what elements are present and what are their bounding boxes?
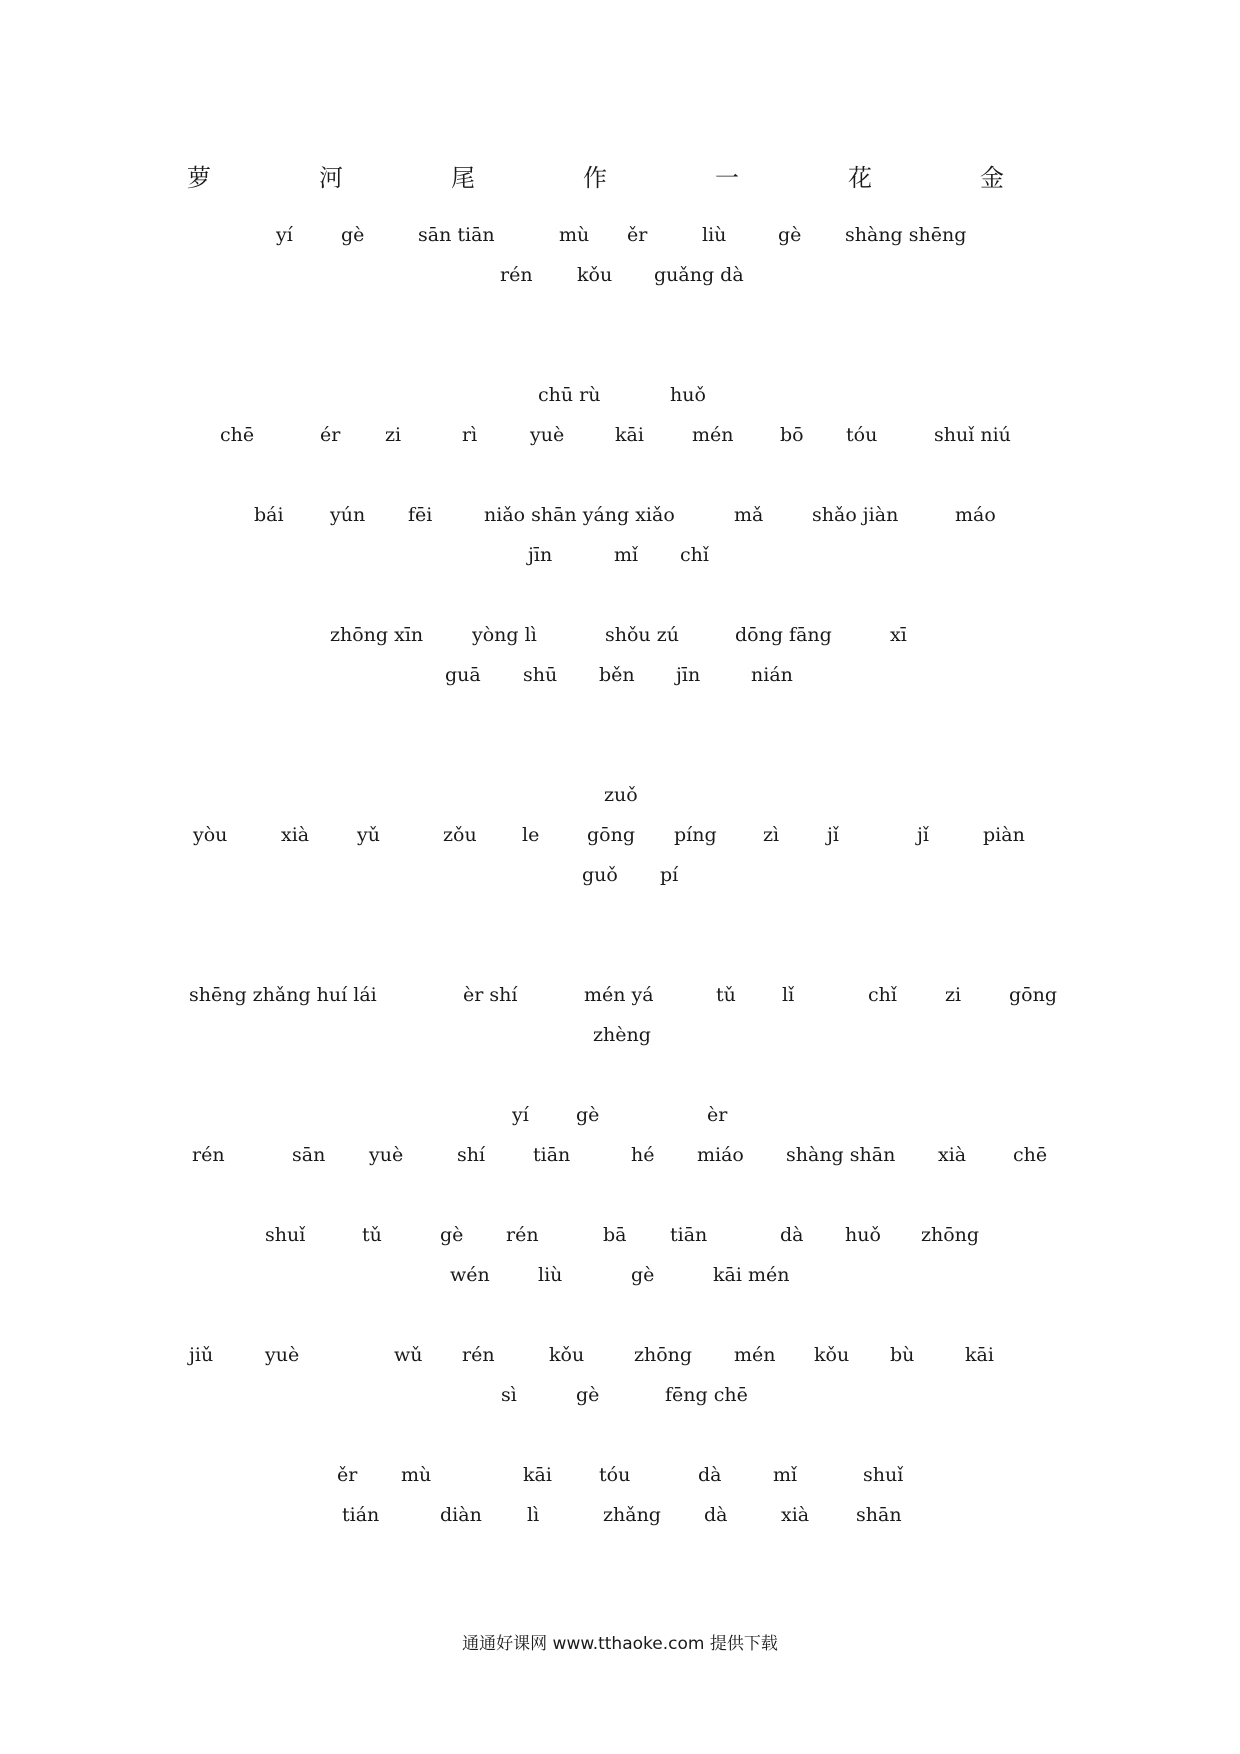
pinyin-word: ěr bbox=[337, 1464, 358, 1486]
pinyin-word: piàn bbox=[983, 824, 1025, 846]
pinyin-word: nián bbox=[751, 664, 793, 686]
pinyin-word: gè bbox=[631, 1264, 655, 1286]
pinyin-word: kǒu bbox=[814, 1344, 850, 1366]
pinyin-word: mù bbox=[401, 1464, 432, 1486]
pinyin-word: huǒ bbox=[845, 1224, 881, 1246]
pinyin-word: máo bbox=[955, 504, 996, 526]
pinyin-word: shàng shēng bbox=[845, 224, 967, 246]
pinyin-word: chē bbox=[1013, 1144, 1048, 1166]
pinyin-word: chǐ bbox=[680, 544, 709, 566]
pinyin-row bbox=[0, 263, 1240, 289]
pinyin-word: tiān bbox=[670, 1224, 708, 1246]
pinyin-word: ěr bbox=[627, 224, 648, 246]
pinyin-word: kāi bbox=[615, 424, 644, 446]
pinyin-word: yuè bbox=[265, 1344, 300, 1366]
pinyin-word: zhōng bbox=[921, 1224, 980, 1246]
pinyin-word: rén bbox=[500, 264, 533, 286]
pinyin-word: gè bbox=[778, 224, 802, 246]
character-title-row bbox=[0, 156, 1240, 196]
pinyin-row bbox=[0, 503, 1240, 529]
pinyin-word: ér bbox=[320, 424, 341, 446]
pinyin-row bbox=[0, 1023, 1240, 1049]
pinyin-word: le bbox=[522, 824, 540, 846]
pinyin-word: rén bbox=[462, 1344, 495, 1366]
footer-credit: 通通好课网 www.tthaoke.com 提供下载 bbox=[462, 1634, 778, 1654]
pinyin-word: sān bbox=[292, 1144, 326, 1166]
pinyin-word: gōng bbox=[1009, 984, 1058, 1006]
pinyin-word: mǎ bbox=[734, 504, 764, 526]
pinyin-word: tiān bbox=[533, 1144, 571, 1166]
pinyin-word: dà bbox=[698, 1464, 722, 1486]
pinyin-row bbox=[0, 1343, 1240, 1369]
pinyin-word: zhèng bbox=[593, 1024, 651, 1046]
pinyin-word: tǔ bbox=[716, 984, 736, 1006]
pinyin-word: mǐ bbox=[614, 544, 639, 566]
pinyin-word: zuǒ bbox=[604, 784, 638, 806]
title-char: 尾 bbox=[451, 164, 475, 192]
pinyin-word: chū rù bbox=[538, 384, 601, 406]
pinyin-word: kāi bbox=[965, 1344, 994, 1366]
pinyin-word: liù bbox=[538, 1264, 563, 1286]
pinyin-word: rén bbox=[506, 1224, 539, 1246]
pinyin-word: mén yá bbox=[584, 984, 654, 1006]
pinyin-word: zhōng xīn bbox=[330, 624, 424, 646]
pinyin-word: rì bbox=[462, 424, 478, 446]
pinyin-word: guǒ bbox=[582, 864, 618, 886]
pinyin-word: yí bbox=[512, 1104, 529, 1126]
pinyin-word: shí bbox=[457, 1144, 486, 1166]
pinyin-word: wǔ bbox=[394, 1344, 423, 1366]
pinyin-row bbox=[0, 423, 1240, 449]
pinyin-word: shǒu zú bbox=[605, 624, 679, 646]
pinyin-word: gè bbox=[576, 1384, 600, 1406]
pinyin-word: guā bbox=[445, 664, 481, 686]
pinyin-row bbox=[0, 1143, 1240, 1169]
pinyin-word: bù bbox=[890, 1344, 915, 1366]
pinyin-word: xià bbox=[781, 1504, 810, 1526]
pinyin-word: liù bbox=[702, 224, 727, 246]
pinyin-word: běn bbox=[599, 664, 635, 686]
pinyin-word: zi bbox=[385, 424, 402, 446]
pinyin-word: diàn bbox=[440, 1504, 482, 1526]
pinyin-word: sì bbox=[501, 1384, 517, 1406]
pinyin-word: shàng shān bbox=[786, 1144, 896, 1166]
pinyin-word: mén bbox=[692, 424, 734, 446]
pinyin-word: zhǎng bbox=[603, 1504, 661, 1526]
pinyin-word: yòu bbox=[193, 824, 228, 846]
title-char: 萝 bbox=[187, 164, 211, 192]
pinyin-word: tóu bbox=[599, 1464, 631, 1486]
pinyin-word: dōng fāng bbox=[735, 624, 832, 646]
pinyin-word: fēng chē bbox=[665, 1384, 748, 1406]
pinyin-row bbox=[0, 223, 1240, 249]
pinyin-word: mù bbox=[559, 224, 590, 246]
pinyin-word: wén bbox=[450, 1264, 490, 1286]
pinyin-word: sān tiān bbox=[418, 224, 495, 246]
pinyin-row bbox=[0, 1463, 1240, 1489]
pinyin-word: zhōng bbox=[634, 1344, 693, 1366]
pinyin-word: tián bbox=[342, 1504, 380, 1526]
pinyin-row bbox=[0, 1103, 1240, 1129]
pinyin-word: shēng zhǎng huí lái bbox=[189, 984, 377, 1006]
pinyin-row bbox=[0, 543, 1240, 569]
pinyin-word: niǎo shān yáng xiǎo bbox=[484, 504, 675, 526]
pinyin-row bbox=[0, 823, 1240, 849]
pinyin-word: zì bbox=[763, 824, 780, 846]
pinyin-word: shuǐ bbox=[863, 1464, 904, 1486]
pinyin-word: chǐ bbox=[868, 984, 897, 1006]
pinyin-word: yòng lì bbox=[472, 624, 537, 646]
pinyin-row bbox=[0, 1503, 1240, 1529]
pinyin-row bbox=[0, 623, 1240, 649]
pinyin-word: yí bbox=[276, 224, 293, 246]
pinyin-word: shū bbox=[523, 664, 558, 686]
pinyin-word: xī bbox=[890, 624, 907, 646]
pinyin-word: yún bbox=[330, 504, 366, 526]
pinyin-word: mén bbox=[734, 1344, 776, 1366]
pinyin-word: shān bbox=[856, 1504, 902, 1526]
pinyin-word: bái bbox=[254, 504, 284, 526]
pinyin-word: jǐ bbox=[917, 824, 929, 846]
pinyin-word: pí bbox=[660, 864, 679, 886]
pinyin-word: gè bbox=[440, 1224, 464, 1246]
pinyin-word: èr shí bbox=[463, 984, 518, 1006]
pinyin-word: gè bbox=[576, 1104, 600, 1126]
pinyin-row bbox=[0, 383, 1240, 409]
pinyin-word: rén bbox=[192, 1144, 225, 1166]
pinyin-word: chē bbox=[220, 424, 255, 446]
pinyin-word: tǔ bbox=[362, 1224, 382, 1246]
pinyin-word: fēi bbox=[408, 504, 433, 526]
pinyin-word: zǒu bbox=[443, 824, 477, 846]
pinyin-word: píng bbox=[674, 824, 717, 846]
pinyin-row bbox=[0, 983, 1240, 1009]
pinyin-word: dà bbox=[704, 1504, 728, 1526]
pinyin-word: dà bbox=[780, 1224, 804, 1246]
pinyin-row bbox=[0, 1383, 1240, 1409]
pinyin-word: yǔ bbox=[357, 824, 380, 846]
pinyin-word: bā bbox=[603, 1224, 627, 1246]
pinyin-word: xià bbox=[281, 824, 310, 846]
pinyin-word: bō bbox=[780, 424, 804, 446]
title-char: 一 bbox=[715, 164, 739, 192]
pinyin-word: shuǐ bbox=[265, 1224, 306, 1246]
pinyin-row bbox=[0, 863, 1240, 889]
pinyin-word: kǒu bbox=[577, 264, 613, 286]
pinyin-word: zi bbox=[945, 984, 962, 1006]
pinyin-word: jiǔ bbox=[189, 1344, 214, 1366]
title-char: 金 bbox=[980, 164, 1004, 192]
pinyin-word: shǎo jiàn bbox=[812, 504, 899, 526]
pinyin-word: mǐ bbox=[773, 1464, 798, 1486]
pinyin-word: èr bbox=[707, 1104, 728, 1126]
pinyin-word: guǎng dà bbox=[654, 264, 744, 286]
pinyin-row bbox=[0, 1223, 1240, 1249]
pinyin-word: kāi bbox=[523, 1464, 552, 1486]
pinyin-row bbox=[0, 663, 1240, 689]
pinyin-word: tóu bbox=[846, 424, 878, 446]
pinyin-word: miáo bbox=[697, 1144, 744, 1166]
pinyin-word: kǒu bbox=[549, 1344, 585, 1366]
pinyin-word: shuǐ niú bbox=[934, 424, 1011, 446]
pinyin-word: yuè bbox=[369, 1144, 404, 1166]
pinyin-word: kāi mén bbox=[713, 1264, 790, 1286]
title-char: 作 bbox=[583, 164, 607, 192]
pinyin-word: gè bbox=[341, 224, 365, 246]
pinyin-word: lì bbox=[527, 1504, 540, 1526]
title-char: 河 bbox=[319, 164, 343, 192]
pinyin-row bbox=[0, 783, 1240, 809]
pinyin-word: huǒ bbox=[670, 384, 706, 406]
pinyin-word: jīn bbox=[528, 544, 553, 566]
pinyin-word: jǐ bbox=[827, 824, 839, 846]
pinyin-word: jīn bbox=[676, 664, 701, 686]
pinyin-word: xià bbox=[938, 1144, 967, 1166]
pinyin-word: gōng bbox=[587, 824, 636, 846]
title-char: 花 bbox=[848, 164, 872, 192]
pinyin-row bbox=[0, 1263, 1240, 1289]
pinyin-word: yuè bbox=[530, 424, 565, 446]
pinyin-word: lǐ bbox=[782, 984, 795, 1006]
pinyin-word: hé bbox=[631, 1144, 655, 1166]
